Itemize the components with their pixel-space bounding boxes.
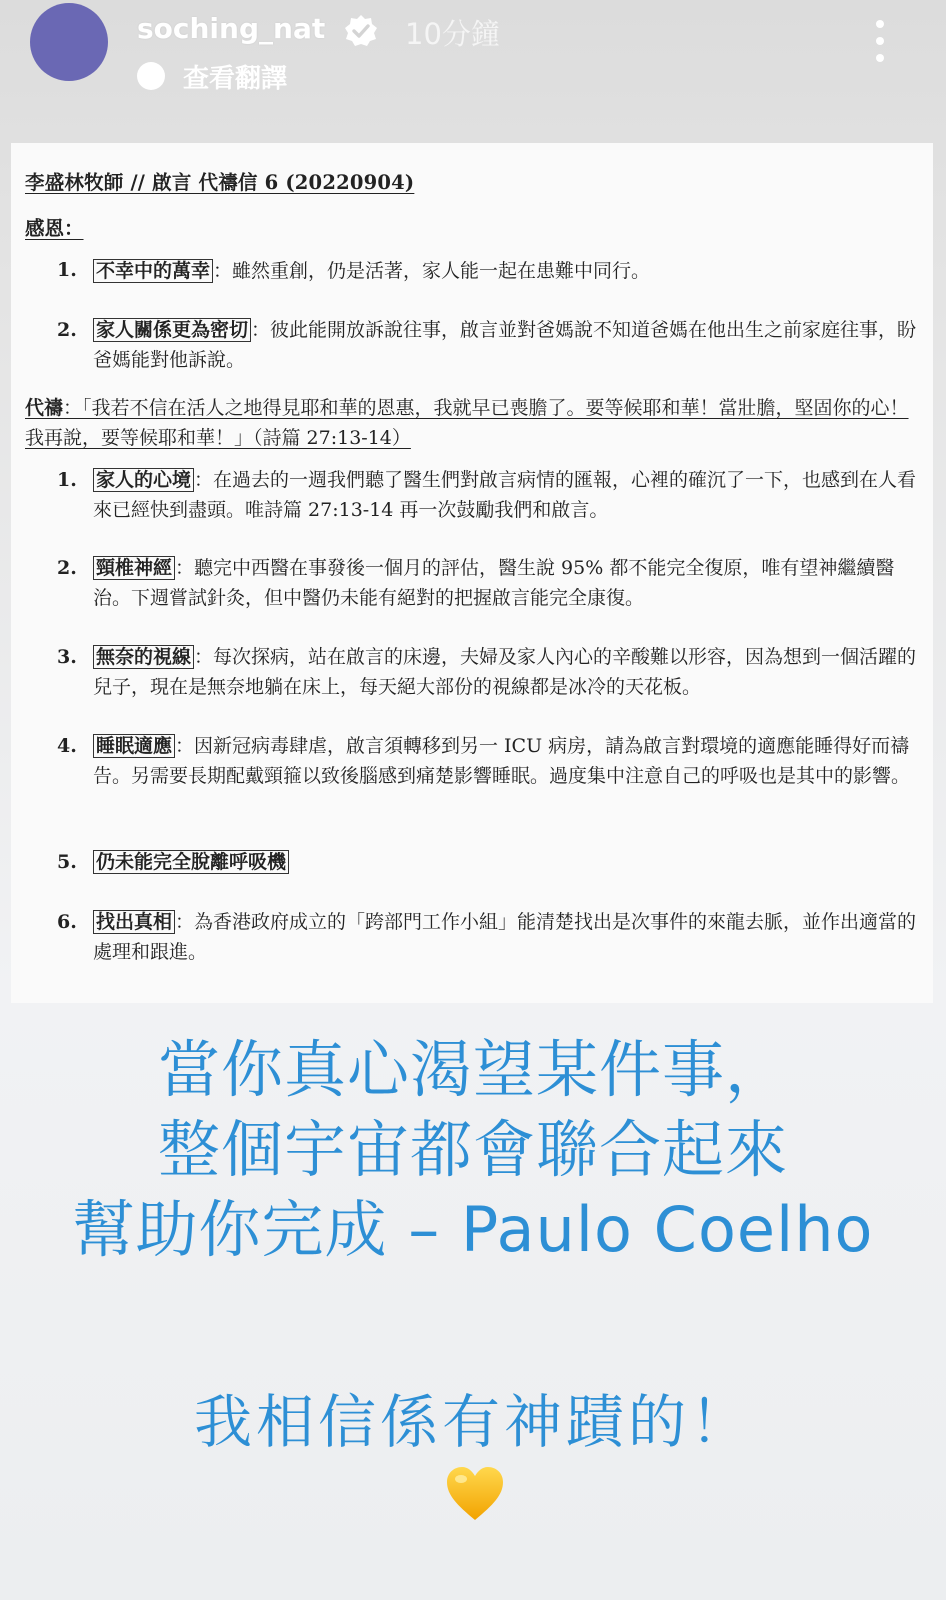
- item-tag: 頸椎神經: [93, 556, 175, 580]
- list-item: [93, 847, 923, 877]
- quote-line: 整個宇宙都會聯合起來: [157, 1113, 788, 1186]
- list-item-number: 4.: [57, 735, 77, 757]
- item-text: ：在過去的一週我們聽了醫生們對啟言病情的匯報，心裡的確沉了一下，也感到在人看來已經快到盡頭。唯詩篇 27:13-14 再一次鼓勵我們和啟言。: [93, 469, 917, 521]
- yellow-heart-icon: [445, 1465, 505, 1523]
- list-item-number: 3.: [57, 646, 77, 668]
- list-item: [93, 553, 923, 613]
- item-text: ：彼此能開放訴說往事，啟言並對爸媽說不知道爸媽在他出生之前家庭往事，盼爸媽能對他訴說。: [93, 319, 917, 371]
- belief-text: 我相信係有神蹟的！: [193, 1388, 752, 1456]
- prayer-quote: ：「我若不信在活人之地得見耶和華的恩惠，我就早已喪膽了。要等候耶和華！當壯膽，堅固你的心！我再說，要等候耶和華！」（詩篇 27:13-14）: [25, 397, 909, 449]
- list-item-number: 5.: [57, 851, 77, 873]
- quote-line: 當你真心渴望某件事，: [157, 1033, 788, 1106]
- post-time: 10分鐘: [405, 17, 500, 51]
- list-item-number: 2.: [57, 319, 77, 341]
- item-tag: 家人關係更為密切: [93, 318, 251, 342]
- thanks-heading: 感恩：: [25, 217, 84, 240]
- list-item: [93, 907, 923, 967]
- see-translation-label: 查看翻譯: [183, 64, 288, 94]
- quote-line: 幫助你完成 – Paulo Coelho: [72, 1193, 874, 1266]
- document-title: 李盛林牧師 // 啟言 代禱信 6 (20220904): [25, 171, 415, 194]
- item-tag: 仍未能完全脫離呼吸機: [93, 850, 289, 874]
- list-item-number: 1.: [57, 469, 77, 491]
- more-vertical-icon: [876, 20, 884, 28]
- list-item: [93, 731, 923, 791]
- avatar[interactable]: [30, 3, 108, 81]
- prayer-letter-image: [11, 143, 933, 1003]
- list-item: [93, 642, 923, 702]
- item-text: ：因新冠病毒肆虐，啟言須轉移到另一 ICU 病房，請為啟言對環境的適應能睡得好而禱告。另需要長期配戴頸箍以致後腦感到痛楚影響睡眠。過度集中注意自己的呼吸也是其中的影響。: [93, 735, 911, 787]
- item-tag: 找出真相: [93, 910, 175, 934]
- list-item-number: 1.: [57, 259, 77, 281]
- item-text: ：雖然重創，仍是活著，家人能一起在患難中同行。: [213, 260, 651, 282]
- list-item: [93, 256, 923, 286]
- story-header: [0, 0, 946, 110]
- item-tag: 睡眠適應: [93, 734, 175, 758]
- translate-icon: [137, 62, 165, 90]
- quote-text: [0, 1030, 946, 1270]
- more-options-button[interactable]: [870, 18, 890, 64]
- item-tag: 家人的心境: [93, 468, 194, 492]
- username[interactable]: soching_nat: [137, 12, 326, 45]
- verified-badge-icon: [344, 14, 378, 48]
- list-item-number: 6.: [57, 911, 77, 933]
- item-text: ：聽完中西醫在事發後一個月的評估，醫生說 95% 都不能完全復原，唯有望神繼續醫治。下週嘗試針灸，但中醫仍未能有絕對的把握啟言能完全康復。: [93, 557, 895, 609]
- item-text: ：每次探病，站在啟言的床邊，夫婦及家人內心的辛酸難以形容，因為想到一個活躍的兒子，現在是無奈地躺在床上，每天絕大部份的視線都是冰冷的天花板。: [93, 646, 917, 698]
- item-tag: 不幸中的萬幸: [93, 259, 213, 283]
- list-item-number: 2.: [57, 557, 77, 579]
- list-item: [93, 315, 923, 375]
- prayer-verse: [25, 393, 923, 453]
- prayer-heading: 代禱: [25, 397, 64, 419]
- item-text: ：為香港政府成立的「跨部門工作小組」能清楚找出是次事件的來龍去脈，並作出適當的處理和跟進。: [93, 911, 917, 963]
- item-tag: 無奈的視線: [93, 645, 194, 669]
- list-item: [93, 465, 923, 525]
